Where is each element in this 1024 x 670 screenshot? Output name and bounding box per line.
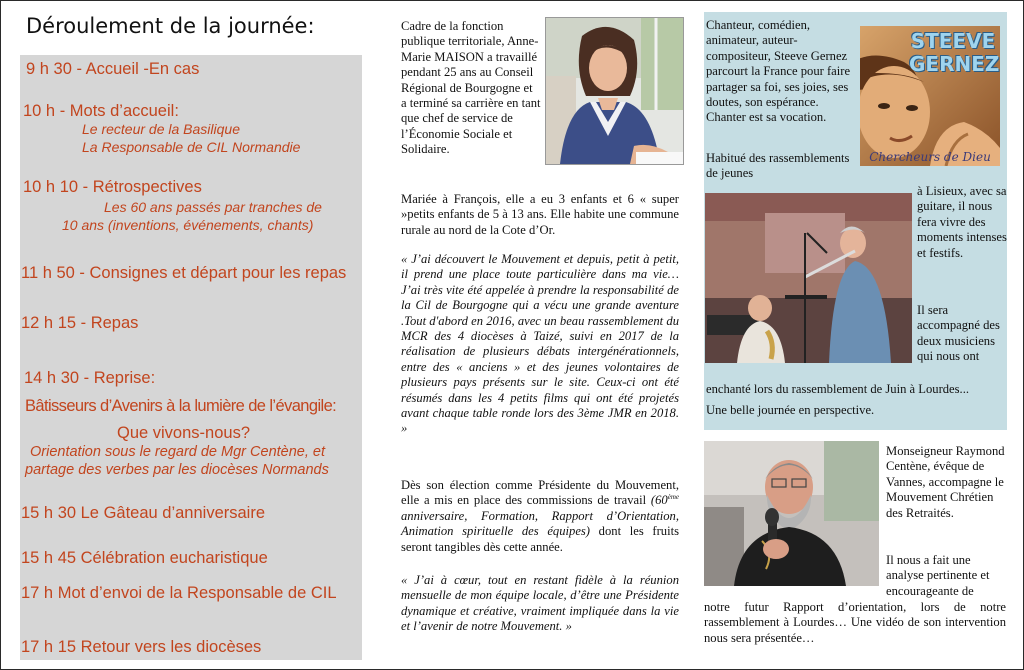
maison-family: Mariée à François, elle a eu 3 enfants et 6 « super »petits enfants de 5 à 13 ans. Elle habite une commune rurale au nord de la Cote d’Or. [401,192,679,237]
schedule-sub-batisseurs: Bâtisseurs d’Avenirs à la lumière de l’évangile: [25,397,337,415]
schedule-item-mots-accueil: 10 h - Mots d’accueil: [23,102,179,120]
schedule-item-consignes: 11 h 50 - Consignes et départ pour les repas [21,264,347,282]
election-text-a: Dès son élection comme Présidente du Mouvement, elle a mis en place des commissions de travail [401,478,679,508]
schedule-item-reprise: 14 h 30 - Reprise: [24,369,156,387]
schedule-sub-orientation: Orientation sous le regard de Mgr Centène, et [30,444,325,460]
centene-analyse: Il nous a fait une analyse pertinente et encourageante de [886,553,990,598]
schedule-sub-responsable: La Responsable de CIL Normandie [82,139,301,155]
steeve-lisieux: à Lisieux, avec sa guitare, il nous fera vivre des moments intenses et festifs. [917,184,1007,260]
maison-quote-1: « J’ai découvert le Mouvement et depuis, petit à petit, il prend une place toute particulière dans ma vie… J’ai très vite été appelée à prendre la responsabilité de la Cil de Bourgogne qui a vécu une grande aventure .Tout d'abord en 2016, avec un beau rassemblement du MCR des 4 diocèses à Taizé, suivi en 2017 de la réalisation de plusieurs débats intergénérationnels, entre des « anciens » et des jeunes volontaires de plusieurs pays présents sur le site. Ceux-ci ont été résumés dans les 4 petits films qui ont été projetés avant chaque table ronde lors des 3ème JMR en 2018. » [401,252,679,436]
steeve-accompagne: Il sera accompagné des deux musiciens qui nous ont [917,303,1000,364]
schedule-sub-recteur: Le recteur de la Basilique [82,121,240,137]
schedule-item-envoi: 17 h Mot d’envoi de la Responsable de CIL [21,584,337,602]
centene-intro: Monseigneur Raymond Centène, évêque de Vannes, accompagne le Mouvement Chrétien des Retraités. [886,444,1005,520]
schedule-sub-tranches: Les 60 ans passés par tranches de [104,199,322,215]
schedule-title: Déroulement de la journée: [26,14,315,38]
maison-photo [545,17,684,165]
album-subtitle: Chercheurs de Dieu [869,150,991,164]
schedule-item-retour: 17 h 15 Retour vers les diocèses [21,638,262,656]
maison-quote-2: « J’ai à cœur, tout en restant fidèle à la réunion mensuelle de mon équipe locale, d’être une Présidente dynamique et créative, vraiment impliquée dans la vie et l’avenir de notre Mouvement. » [401,573,679,634]
steeve-bio: Chanteur, comédien, animateur, auteur-compositeur, Steeve Gernez parcourt la France pour faire partager sa foi, ses joies, ses doutes, son espérance. Chanter est sa vocation. [706,18,851,125]
maison-intro: Cadre de la fonction publique territoriale, Anne-Marie MAISON a travaillé pendant 25 ans au Conseil Régional de Bourgogne et a terminé sa carrière en tant que chef de service de l’Économie Sociale et Solidaire. [401,19,541,157]
schedule-item-accueil: 9 h 30 - Accueil -En cas [26,60,200,78]
election-superscript: ème [667,493,679,502]
election-text-b: (60 [650,493,668,508]
schedule-sub-que-vivons: Que vivons-nous? [117,424,250,442]
schedule-sub-inventions: 10 ans (inventions, événements, chants) [62,217,314,233]
steeve-enchante: enchanté lors du rassemblement de Juin à Lourdes... [706,382,969,396]
election-text-d: dont les fruits seront tangibles dès cette année. [401,524,679,554]
album-cover [860,26,1000,166]
schedule-item-gateau: 15 h 30 Le Gâteau d’anniversaire [21,504,266,522]
steeve-belle-journee: Une belle journée en perspective. [706,403,875,417]
centene-rapport: notre futur Rapport d’orientation, lors de notre rassemblement à Lourdes… Une vidéo de son intervention nous sera présentée… [704,600,1006,645]
schedule-item-repas: 12 h 15 - Repas [21,314,139,332]
schedule-sub-partage: partage des verbes par les diocèses Normands [25,462,329,478]
schedule-item-retrospectives: 10 h 10 - Rétrospectives [23,178,202,196]
election-text-c: anniversaire, Formation, Rapport d’Orientation, Animation spirituelle des équipes) [401,508,679,539]
maison-election [401,478,679,555]
schedule-item-celebration: 15 h 45 Célébration eucharistique [21,549,268,567]
musicians-photo [705,193,912,363]
album-title: STEEVE GERNEZ [909,29,1000,76]
steeve-habitue: Habitué des rassemblements de jeunes [706,151,850,181]
bishop-photo [704,441,879,586]
